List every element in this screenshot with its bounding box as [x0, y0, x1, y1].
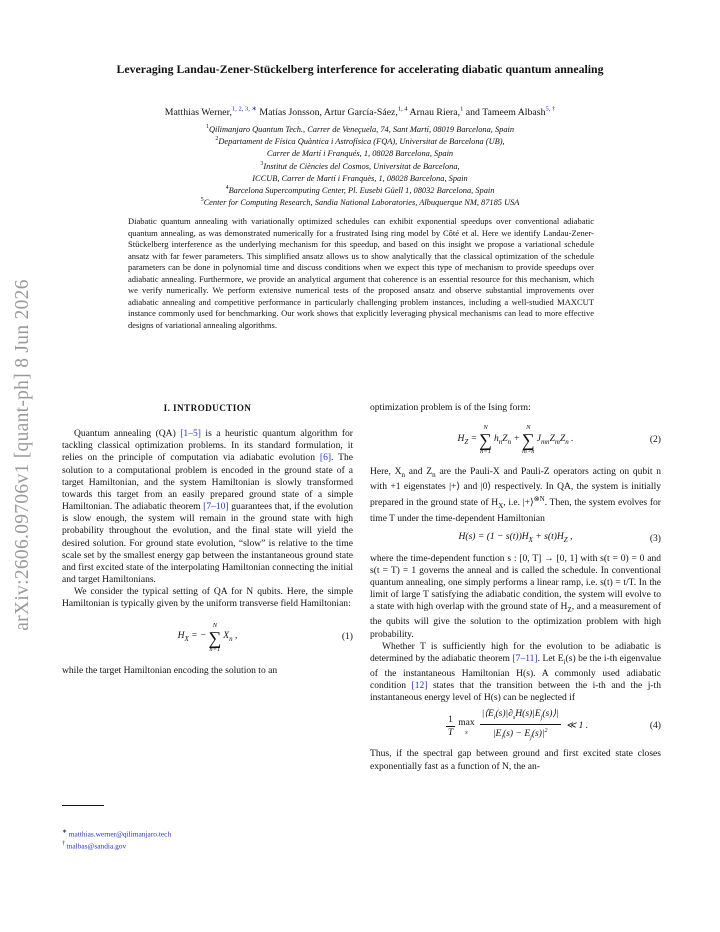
affiliation-line	[60, 173, 660, 185]
paragraph: Thus, if the spectral gap between ground and first excited state closes exponentially fast as a function of N, the an-	[370, 748, 661, 772]
author-name: Matthias Werner,	[164, 107, 232, 118]
affiliation-number: 3	[260, 160, 264, 167]
sum-symbol: N ∑ m>n	[521, 424, 535, 456]
citation-link[interactable]: [7–11]	[512, 652, 538, 664]
affiliation-number: 5	[200, 197, 204, 204]
left-column	[62, 402, 353, 677]
paper-title: Leveraging Landau-Zener-Stückelberg interference for accelerating diabatic quantum annealing	[116, 62, 604, 76]
citation-link[interactable]: [7–10]	[203, 501, 229, 513]
affiliation-number: 4	[225, 185, 229, 192]
sum-symbol: N ∑ n=1	[479, 424, 492, 456]
affiliation-line	[60, 185, 660, 197]
affiliation-line	[60, 197, 660, 209]
subscript: i	[563, 657, 566, 666]
subscript: n	[432, 471, 436, 480]
section-heading: I. INTRODUCTION	[163, 403, 252, 413]
affiliation-line	[60, 148, 660, 160]
affiliation-line	[60, 124, 660, 136]
arxiv-watermark: arXiv:2606.09706v1 [quant-ph] 8 Jun 2026	[12, 279, 33, 631]
affiliation-text: Center for Computing Research, Sandia National Laboratories, Albuquerque NM, 87185 USA	[203, 198, 520, 208]
equation-2: $H_Z$ = N ∑ n=1 $h_nZ_n$ + N ∑ m>n $J_{mn}Z_mZ_n$ . (2)	[457, 424, 661, 456]
affiliation-line	[60, 161, 660, 173]
author-affiliation-mark: 5, †	[545, 105, 556, 113]
paragraph: We consider the typical setting of QA for N qubits. Here, the simple Hamiltonian is typically given by the uniform transverse field Hamiltonian:	[62, 586, 353, 610]
affiliation-text: Qilimanjaro Quantum Tech., Carrer de Veneçuela, 74, Sant Martí, 08019 Barcelona, Spain	[208, 125, 515, 134]
author-affiliation-mark: 1, 2, 3, ∗	[231, 105, 257, 113]
footnote-mark: ∗	[62, 829, 69, 835]
equation-4: $\frac{1}{T}$ max s $\frac{|⟨E_i(s)|\partial_sH(s)|E_j(s)⟩|}{|E_i(s) - E_j(s)|^2}$ ≪ 1 . (4)	[447, 708, 661, 742]
sum-symbol: N ∑ n=1	[208, 621, 222, 653]
paragraph: Here, $X_n$ and $Z_n$ are the Pauli-X and Pauli-Z operators acting on qubit n with +1 eigenstates |+⟩ and |0⟩ respectively. In QA, the system is initially prepared in the ground state of $H_X$, i.e. |+⟩$^{\otimes N}$. Then, the system evolves for time T under the time-dependent Hamiltonian	[370, 466, 661, 524]
affiliation-line	[60, 136, 660, 148]
right-column	[370, 402, 661, 773]
affiliation-number: 1	[205, 124, 209, 131]
equation-number: (3)	[649, 532, 661, 544]
affiliation-text: ICCUB, Carrer de Martí i Franquès, 1, 08028 Barcelona, Spain	[252, 173, 468, 183]
paragraph: Whether T is sufficiently high for the evolution to be adiabatic is determined by the adiabatic theorem [7–11]. Let $E_i(s)$ be the i-th eigenvalue of the instantaneous Hamiltonian H(s). A commonly used adiabatic condition [12] states that the transition between the i-th and the j-th instantaneous energy level of H(s) can be neglected if	[370, 640, 661, 704]
citation-link[interactable]: [12]	[411, 680, 428, 692]
equation-3: $H(s) = (1 - s(t))H_X + s(t)H_Z$ , (3)	[458, 531, 661, 545]
affiliation-text: Barcelona Supercomputing Center, Pl. Eusebi Güell 1, 08032 Barcelona, Spain	[228, 186, 495, 196]
email-link[interactable]: tnalbas@sandia.gov	[66, 841, 127, 851]
paragraph: optimization problem is of the Ising form:	[370, 402, 531, 413]
author-affiliation-mark: 1	[460, 105, 464, 113]
email-link[interactable]: matthias.werner@qilimanjaro.tech	[68, 829, 172, 839]
footnotes	[62, 827, 171, 852]
author-list	[60, 107, 660, 118]
paragraph: where the time-dependent function s : [0, T] → [0, 1] with s(t = 0) = 0 and s(t = T) = 1 governs the anneal and is called the schedule. In conventional quantum annealing, one simply performs a linear ramp, i.e. s(t) = t/T. In the limit of large T satisfying the adiabatic condition, the system will evolve to a state with high overlap with the ground state of $H_Z$, and a measurement of the qubits will give the solution to the optimization problem with high probability.	[370, 552, 661, 640]
footnote	[62, 827, 171, 839]
paragraph: Quantum annealing (QA) [1–5] is a heuristic quantum algorithm for tackling classical optimization problems. In its standard formulation, it relies on the principle of computation via adiabatic evolution [6]. The solution to a computational problem is encoded in the ground state of a target Hamiltonian, and the system Hamiltonian is slowly transformed towards this target from an easily prepared ground state of a simple Hamiltonian. The adiabatic theorem [7–10] guarantees that, if the evolution is slow enough, the system will remain in the ground state with high probability throughout the evolution, and the final state will yield the desired solution. For ground state evolution, “slow” is relative to the time scale set by the smallest energy gap between the instantaneous ground state and first excited state of the interpolating Hamiltonian connecting the initial and target Hamiltonians.	[62, 428, 354, 586]
equation-number: (4)	[649, 720, 661, 732]
equation-number: (2)	[649, 434, 661, 446]
abstract: Diabatic quantum annealing with variationally optimized schedules can exhibit exponential speedups over conventional adiabatic quantum annealing, as was demonstrated numerically for a frustrated Ising ring model by Côté et al. Here we identify Landau-Zener-Stückelberg interference as the underlying mechanism for this speedup, and based on this insight we propose a variational schedule ansatz with far fewer parameters. This simplified ansatz allows us to show analytically that the classical optimization of the schedule parameters can be done in polynomial time and discuss conditions when we expect this type of mechanism to provide speedups over adiabatic annealing. Furthermore, we provide an analytical argument that coherence is an essential resource for this mechanism, which we verify numerically. We perform extensive numerical tests of the proposed ansatz and observe substantial improvements over adiabatic annealing and competitive performance in particularly challenging problem instances, including a well-studied MAXCUT instance commonly used for benchmarking. Our work shows that explicitly leveraging physical mechanisms can lead to more effective designs of variational annealing algorithms.	[128, 216, 594, 330]
superscript: ⊗N	[533, 495, 545, 504]
equation-number: (1)	[341, 631, 353, 643]
author-name: and Tameem Albash	[463, 107, 546, 118]
affiliation-list	[60, 124, 660, 209]
paragraph: while the target Hamiltonian encoding the solution to an	[62, 664, 278, 676]
footnote-rule	[62, 805, 104, 806]
author-name: Matías Jonsson, Artur García-Sáez,	[256, 107, 398, 118]
affiliation-number: 2	[215, 136, 219, 143]
equation-1: $H_X$ = − N ∑ n=1 $X_n$ , (1)	[177, 621, 353, 653]
citation-link[interactable]: [1–5]	[180, 428, 201, 440]
author-name: Arnau Riera,	[407, 107, 461, 118]
affiliation-text: Departament de Física Quàntica i Astrofísica (FQA), Universitat de Barcelona (UB),	[218, 137, 505, 147]
author-affiliation-mark: 1, 4	[397, 105, 408, 113]
affiliation-text: Carrer de Martí i Franqués, 1, 08028 Barcelona, Spain	[266, 149, 454, 159]
subscript: n	[401, 471, 406, 480]
citation-link[interactable]: [6]	[319, 452, 332, 464]
affiliation-text: Institut de Ciències del Cosmos, Universitat de Barcelona,	[263, 161, 460, 171]
footnote-mark: †	[62, 841, 67, 848]
subscript: Z	[567, 606, 572, 615]
subscript: X	[498, 502, 504, 511]
footnote	[62, 839, 171, 851]
